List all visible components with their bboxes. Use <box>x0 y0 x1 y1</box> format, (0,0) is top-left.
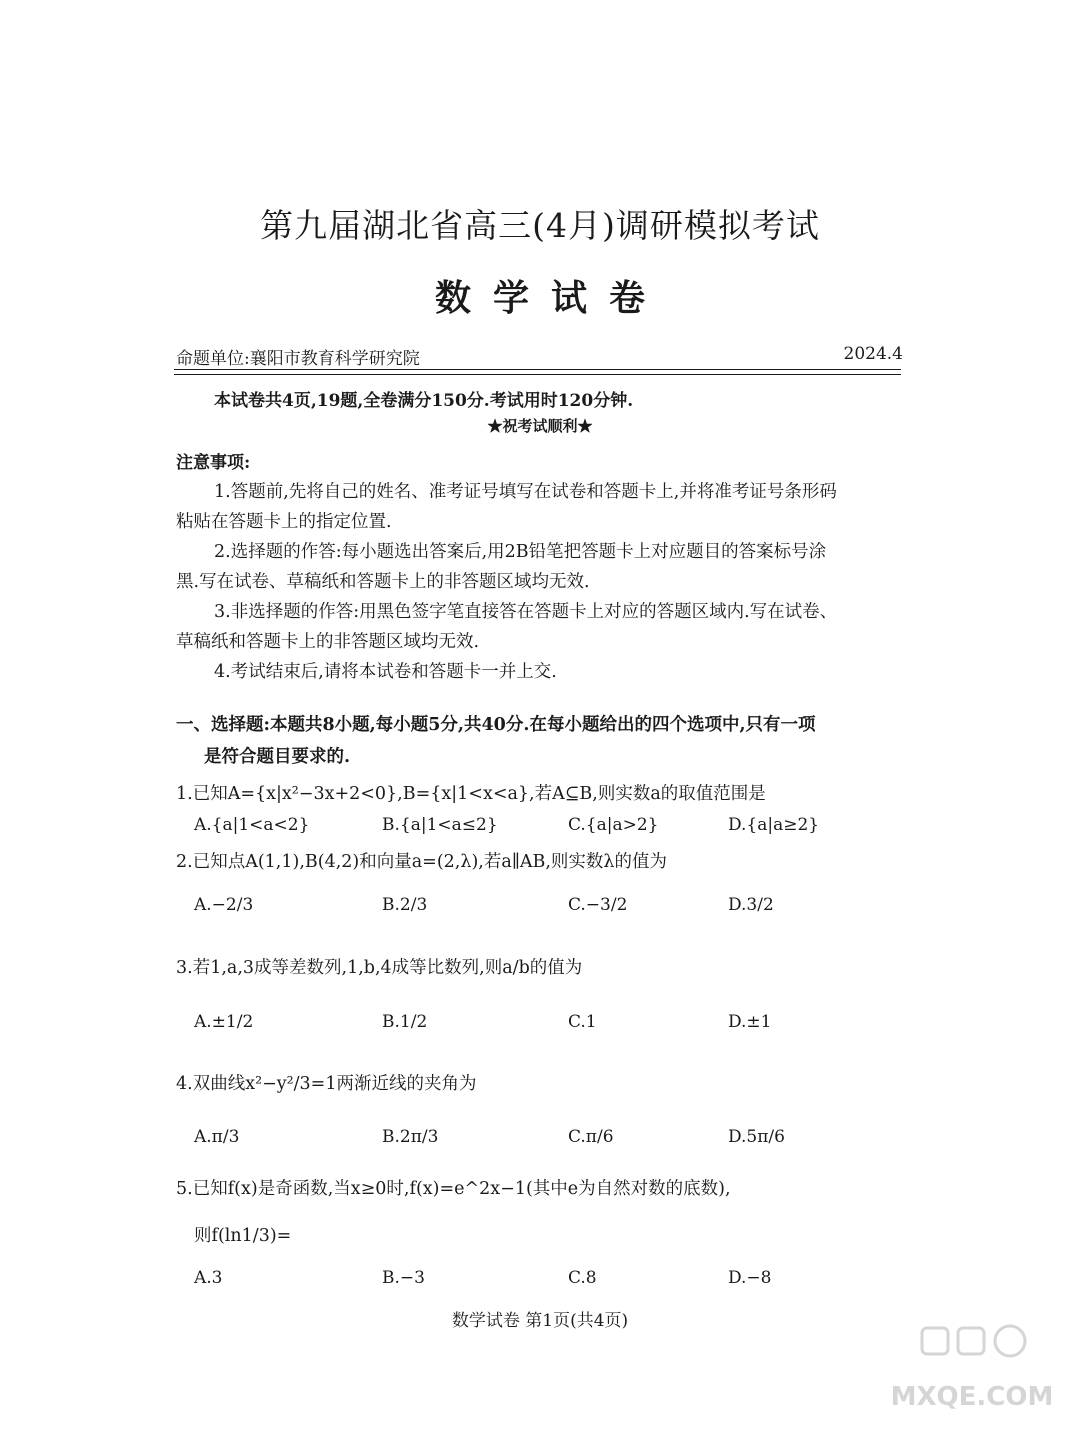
question-3-option-c: C.1 <box>568 1012 597 1032</box>
question-2-stem: 2.已知点A(1,1),B(4,2)和向量a=(2,λ),若a∥AB,则实数λ的值为 <box>176 852 667 872</box>
question-4-option-d: D.5π/6 <box>728 1127 785 1147</box>
exam-subtitle: 数学试卷 <box>434 277 667 319</box>
section-heading-cont: 是符合题目要求的. <box>204 747 351 767</box>
question-5-option-b: B.−3 <box>382 1268 425 1288</box>
section-heading: 一、选择题:本题共8小题,每小题5分,共40分.在每小题给出的四个选项中,只有一项 <box>176 715 816 735</box>
question-1-option-c: C.{a|a>2} <box>568 815 659 835</box>
question-2-option-b: B.2/3 <box>382 895 428 915</box>
question-4-option-c: C.π/6 <box>568 1127 614 1147</box>
notice-item: 2.选择题的作答:每小题选出答案后,用2B铅笔把答题卡上对应题目的答案标号涂 <box>214 542 827 562</box>
exam-title: 第九届湖北省高三(4月)调研模拟考试 <box>260 206 820 245</box>
question-1-stem: 1.已知A={x|x²−3x+2<0},B={x|1<x<a},若A⊆B,则实数a的取值范围是 <box>176 784 766 804</box>
question-4-option-b: B.2π/3 <box>382 1127 439 1147</box>
question-5-stem-cont: 则f(ln1/3)= <box>194 1226 292 1246</box>
notice-item: 草稿纸和答题卡上的非答题区域均无效. <box>176 632 480 652</box>
page-footer: 数学试卷 第1页(共4页) <box>451 1311 629 1331</box>
question-3-option-d: D.±1 <box>728 1012 772 1032</box>
question-5-option-c: C.8 <box>568 1268 597 1288</box>
question-3-option-a: A.±1/2 <box>194 1012 254 1032</box>
question-2-option-c: C.−3/2 <box>568 895 628 915</box>
question-3-option-b: B.1/2 <box>382 1012 428 1032</box>
notice-item: 4.考试结束后,请将本试卷和答题卡一并上交. <box>214 662 557 682</box>
question-3-stem: 3.若1,a,3成等差数列,1,b,4成等比数列,则a/b的值为 <box>176 958 583 978</box>
question-1-option-d: D.{a|a≥2} <box>728 815 820 835</box>
notice-item: 黑.写在试卷、草稿纸和答题卡上的非答题区域均无效. <box>176 572 590 592</box>
header-rule-bottom <box>174 374 901 375</box>
notice-item: 3.非选择题的作答:用黑色签字笔直接答在答题卡上对应的答题区域内.写在试卷、 <box>214 602 838 622</box>
exam-info: 本试卷共4页,19题,全卷满分150分.考试用时120分钟. <box>214 391 634 411</box>
exam-date: 2024.4 <box>843 344 903 364</box>
notice-item: 1.答题前,先将自己的姓名、准考证号填写在试卷和答题卡上,并将准考证号条形码 <box>214 482 837 502</box>
question-4-option-a: A.π/3 <box>194 1127 240 1147</box>
question-5-option-a: A.3 <box>194 1268 223 1288</box>
good-luck-text: ★祝考试顺利★ <box>487 417 593 435</box>
question-4-stem: 4.双曲线x²−y²/3=1两渐近线的夹角为 <box>176 1074 477 1094</box>
question-1-option-b: B.{a|1<a≤2} <box>382 815 498 835</box>
author-unit: 命题单位:襄阳市教育科学研究院 <box>176 349 420 369</box>
notice-item: 粘贴在答题卡上的指定位置. <box>176 512 392 532</box>
notice-title: 注意事项: <box>176 453 251 473</box>
question-1-option-a: A.{a|1<a<2} <box>194 815 310 835</box>
question-5-option-d: D.−8 <box>728 1268 772 1288</box>
header-rule-top <box>174 369 901 370</box>
question-2-option-d: D.3/2 <box>728 895 774 915</box>
question-5-stem: 5.已知f(x)是奇函数,当x≥0时,f(x)=e^2x−1(其中e为自然对数的底数), <box>176 1179 731 1199</box>
watermark-text: MXQE.COM <box>890 1382 1054 1412</box>
question-2-option-a: A.−2/3 <box>194 895 254 915</box>
watermark-logo <box>882 1320 1062 1430</box>
